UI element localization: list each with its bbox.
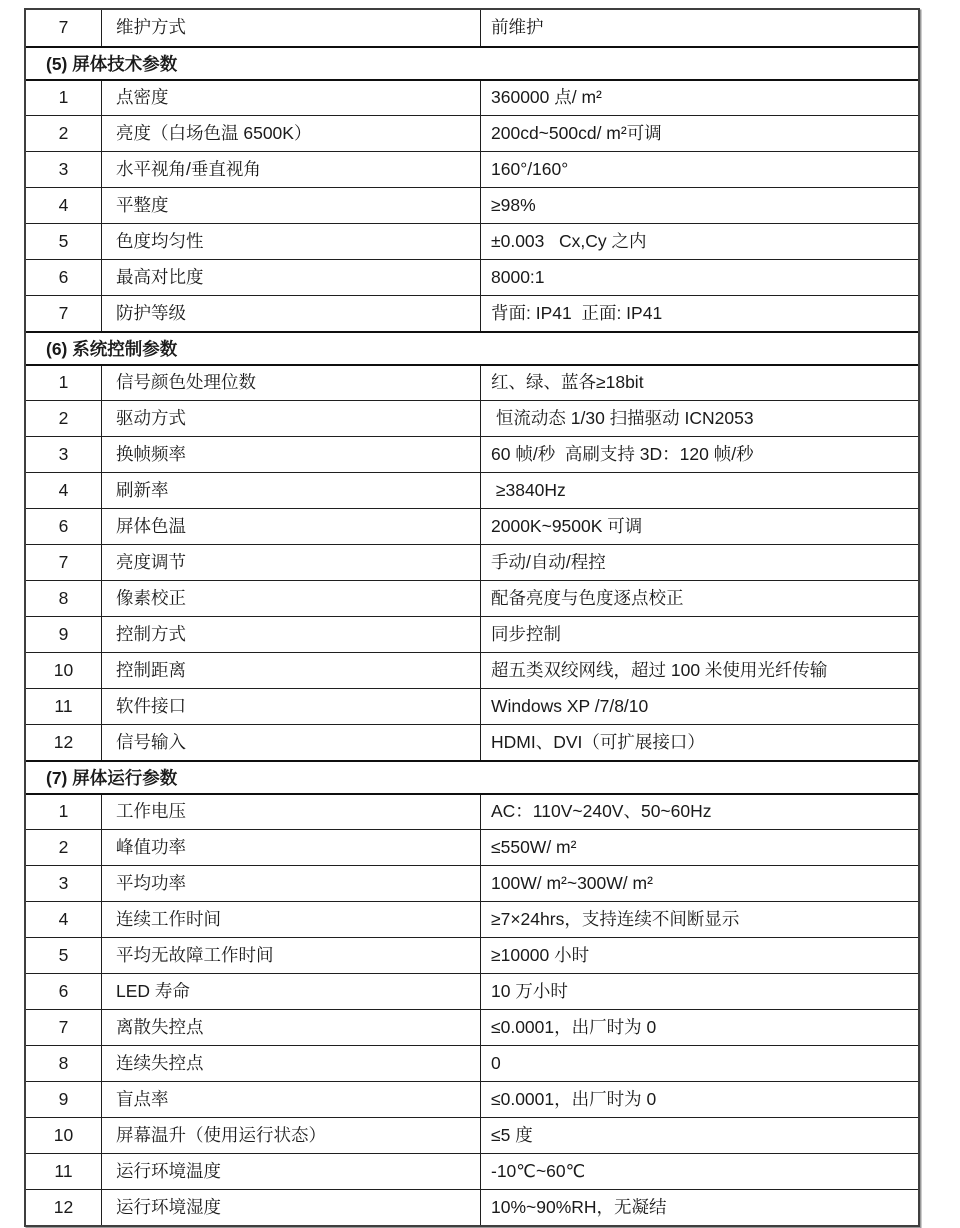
section-header-row	[26, 46, 918, 79]
row-number-cell: 4	[26, 902, 102, 937]
param-value-cell: ≤0.0001，出厂时为 0	[491, 1016, 657, 1037]
param-value-cell: -10℃~60℃	[491, 1160, 586, 1181]
row-number-cell: 11	[26, 1154, 102, 1189]
param-name-cell: 平均无故障工作时间	[102, 938, 481, 973]
row-number-cell: 2	[26, 401, 102, 436]
table-row	[26, 151, 918, 187]
table-row	[26, 544, 918, 580]
param-name-cell: 控制方式	[102, 617, 481, 652]
section-header-row	[26, 331, 918, 364]
table-row	[26, 652, 918, 688]
param-name-cell: 平均功率	[102, 866, 481, 901]
param-value-cell: HDMI、DVI（可扩展接口）	[491, 731, 705, 752]
param-value-cell: 超五类双绞网线，超过 100 米使用光纤传输	[491, 659, 828, 680]
table-row	[26, 901, 918, 937]
table-row	[26, 10, 918, 46]
param-value-cell: 恒流动态 1/30 扫描驱动 ICN2053	[491, 407, 754, 428]
row-number-cell: 7	[26, 545, 102, 580]
param-name-cell: 屏体色温	[102, 509, 481, 544]
row-number-cell: 2	[26, 830, 102, 865]
row-number-cell: 10	[26, 1118, 102, 1153]
row-number-cell: 3	[26, 866, 102, 901]
param-name-cell: LED 寿命	[102, 974, 481, 1009]
row-number-cell: 7	[26, 1010, 102, 1045]
param-value-cell: 手动/自动/程控	[491, 551, 606, 572]
param-name-cell: 色度均匀性	[102, 224, 481, 259]
table-row	[26, 616, 918, 652]
param-name-cell: 像素校正	[102, 581, 481, 616]
param-name-cell: 最高对比度	[102, 260, 481, 295]
param-name-cell: 信号输入	[102, 725, 481, 760]
param-name-cell: 连续工作时间	[102, 902, 481, 937]
row-number-cell: 5	[26, 938, 102, 973]
param-value-cell: ±0.003 Cx,Cy 之内	[491, 230, 647, 251]
row-number-cell: 6	[26, 509, 102, 544]
param-name-cell: 屏幕温升（使用运行状态）	[102, 1118, 481, 1153]
table-row	[26, 1189, 918, 1225]
param-value-cell: ≥98%	[491, 194, 536, 215]
param-name-cell: 离散失控点	[102, 1010, 481, 1045]
table-row	[26, 295, 918, 331]
param-name-cell: 刷新率	[102, 473, 481, 508]
row-number-cell: 3	[26, 437, 102, 472]
param-name-cell: 盲点率	[102, 1082, 481, 1117]
table-row	[26, 865, 918, 901]
param-value-cell: 0	[491, 1052, 501, 1073]
table-row	[26, 1045, 918, 1081]
row-number-cell: 5	[26, 224, 102, 259]
param-value-cell: ≥10000 小时	[491, 944, 590, 965]
param-name-cell: 软件接口	[102, 689, 481, 724]
param-value-cell: Windows XP /7/8/10	[491, 695, 649, 716]
param-value-cell: ≥3840Hz	[491, 479, 566, 500]
param-name-cell: 换帧频率	[102, 437, 481, 472]
param-value-cell: ≤0.0001，出厂时为 0	[491, 1088, 657, 1109]
row-number-cell: 8	[26, 581, 102, 616]
row-number-cell: 3	[26, 152, 102, 187]
section-title: (7) 屏体运行参数	[46, 768, 178, 788]
table-row	[26, 1153, 918, 1189]
param-name-cell: 峰值功率	[102, 830, 481, 865]
row-number-cell: 1	[26, 81, 102, 115]
param-value-cell: ≤550W/ m²	[491, 836, 577, 857]
param-name-cell: 亮度（白场色温 6500K）	[102, 116, 481, 151]
param-value-cell: 10%~90%RH，无凝结	[491, 1196, 667, 1217]
row-number-cell: 12	[26, 1190, 102, 1225]
param-value-cell: ≤5 度	[491, 1124, 533, 1145]
row-number-cell: 7	[26, 296, 102, 331]
param-value-cell: 100W/ m²~300W/ m²	[491, 872, 653, 893]
param-value-cell: 8000:1	[491, 266, 545, 287]
param-name-cell: 亮度调节	[102, 545, 481, 580]
table-row	[26, 580, 918, 616]
table-row	[26, 793, 918, 829]
param-value-cell: AC：110V~240V、50~60Hz	[491, 801, 712, 822]
row-number-cell: 1	[26, 366, 102, 400]
param-value-cell: 200cd~500cd/ m²可调	[491, 122, 662, 143]
row-number-cell: 8	[26, 1046, 102, 1081]
table-row	[26, 1081, 918, 1117]
table-row	[26, 436, 918, 472]
param-name-cell: 点密度	[102, 81, 481, 115]
spec-table	[24, 8, 920, 1227]
row-number-cell: 2	[26, 116, 102, 151]
param-name-cell: 防护等级	[102, 296, 481, 331]
param-name-cell: 平整度	[102, 188, 481, 223]
section-header-row	[26, 760, 918, 793]
param-name-cell: 驱动方式	[102, 401, 481, 436]
row-number-cell: 9	[26, 617, 102, 652]
row-number-cell: 1	[26, 795, 102, 829]
param-name-cell: 维护方式	[102, 10, 481, 46]
table-row	[26, 508, 918, 544]
table-row	[26, 400, 918, 436]
table-row	[26, 259, 918, 295]
table-row	[26, 973, 918, 1009]
param-value-cell: ≥7×24hrs，支持连续不间断显示	[491, 908, 740, 929]
row-number-cell: 9	[26, 1082, 102, 1117]
param-value-cell: 360000 点/ m²	[491, 87, 602, 108]
table-row	[26, 829, 918, 865]
param-value-cell: 2000K~9500K 可调	[491, 515, 643, 536]
section-title: (6) 系统控制参数	[46, 339, 178, 359]
param-value-cell: 前维护	[491, 17, 544, 38]
param-value-cell: 红、绿、蓝各≥18bit	[491, 372, 644, 393]
table-row	[26, 1117, 918, 1153]
param-name-cell: 工作电压	[102, 795, 481, 829]
section-title: (5) 屏体技术参数	[46, 54, 178, 74]
table-row	[26, 187, 918, 223]
row-number-cell: 7	[26, 10, 102, 46]
param-name-cell: 连续失控点	[102, 1046, 481, 1081]
row-number-cell: 4	[26, 473, 102, 508]
param-name-cell: 信号颜色处理位数	[102, 366, 481, 400]
param-value-cell: 背面: IP41 正面: IP41	[491, 302, 663, 323]
param-value-cell: 配备亮度与色度逐点校正	[491, 587, 684, 608]
table-row	[26, 724, 918, 760]
param-value-cell: 60 帧/秒 高刷支持 3D：120 帧/秒	[491, 443, 754, 464]
param-name-cell: 运行环境湿度	[102, 1190, 481, 1225]
table-row	[26, 79, 918, 115]
param-value-cell: 同步控制	[491, 623, 561, 644]
row-number-cell: 10	[26, 653, 102, 688]
row-number-cell: 12	[26, 725, 102, 760]
row-number-cell: 4	[26, 188, 102, 223]
table-row	[26, 472, 918, 508]
row-number-cell: 11	[26, 689, 102, 724]
param-name-cell: 运行环境温度	[102, 1154, 481, 1189]
table-row	[26, 937, 918, 973]
table-row	[26, 1009, 918, 1045]
param-name-cell: 控制距离	[102, 653, 481, 688]
row-number-cell: 6	[26, 260, 102, 295]
row-number-cell: 6	[26, 974, 102, 1009]
param-value-cell: 160°/160°	[491, 158, 569, 179]
table-row	[26, 688, 918, 724]
param-name-cell: 水平视角/垂直视角	[102, 152, 481, 187]
table-row	[26, 115, 918, 151]
table-row	[26, 364, 918, 400]
param-value-cell: 10 万小时	[491, 980, 568, 1001]
table-row	[26, 223, 918, 259]
